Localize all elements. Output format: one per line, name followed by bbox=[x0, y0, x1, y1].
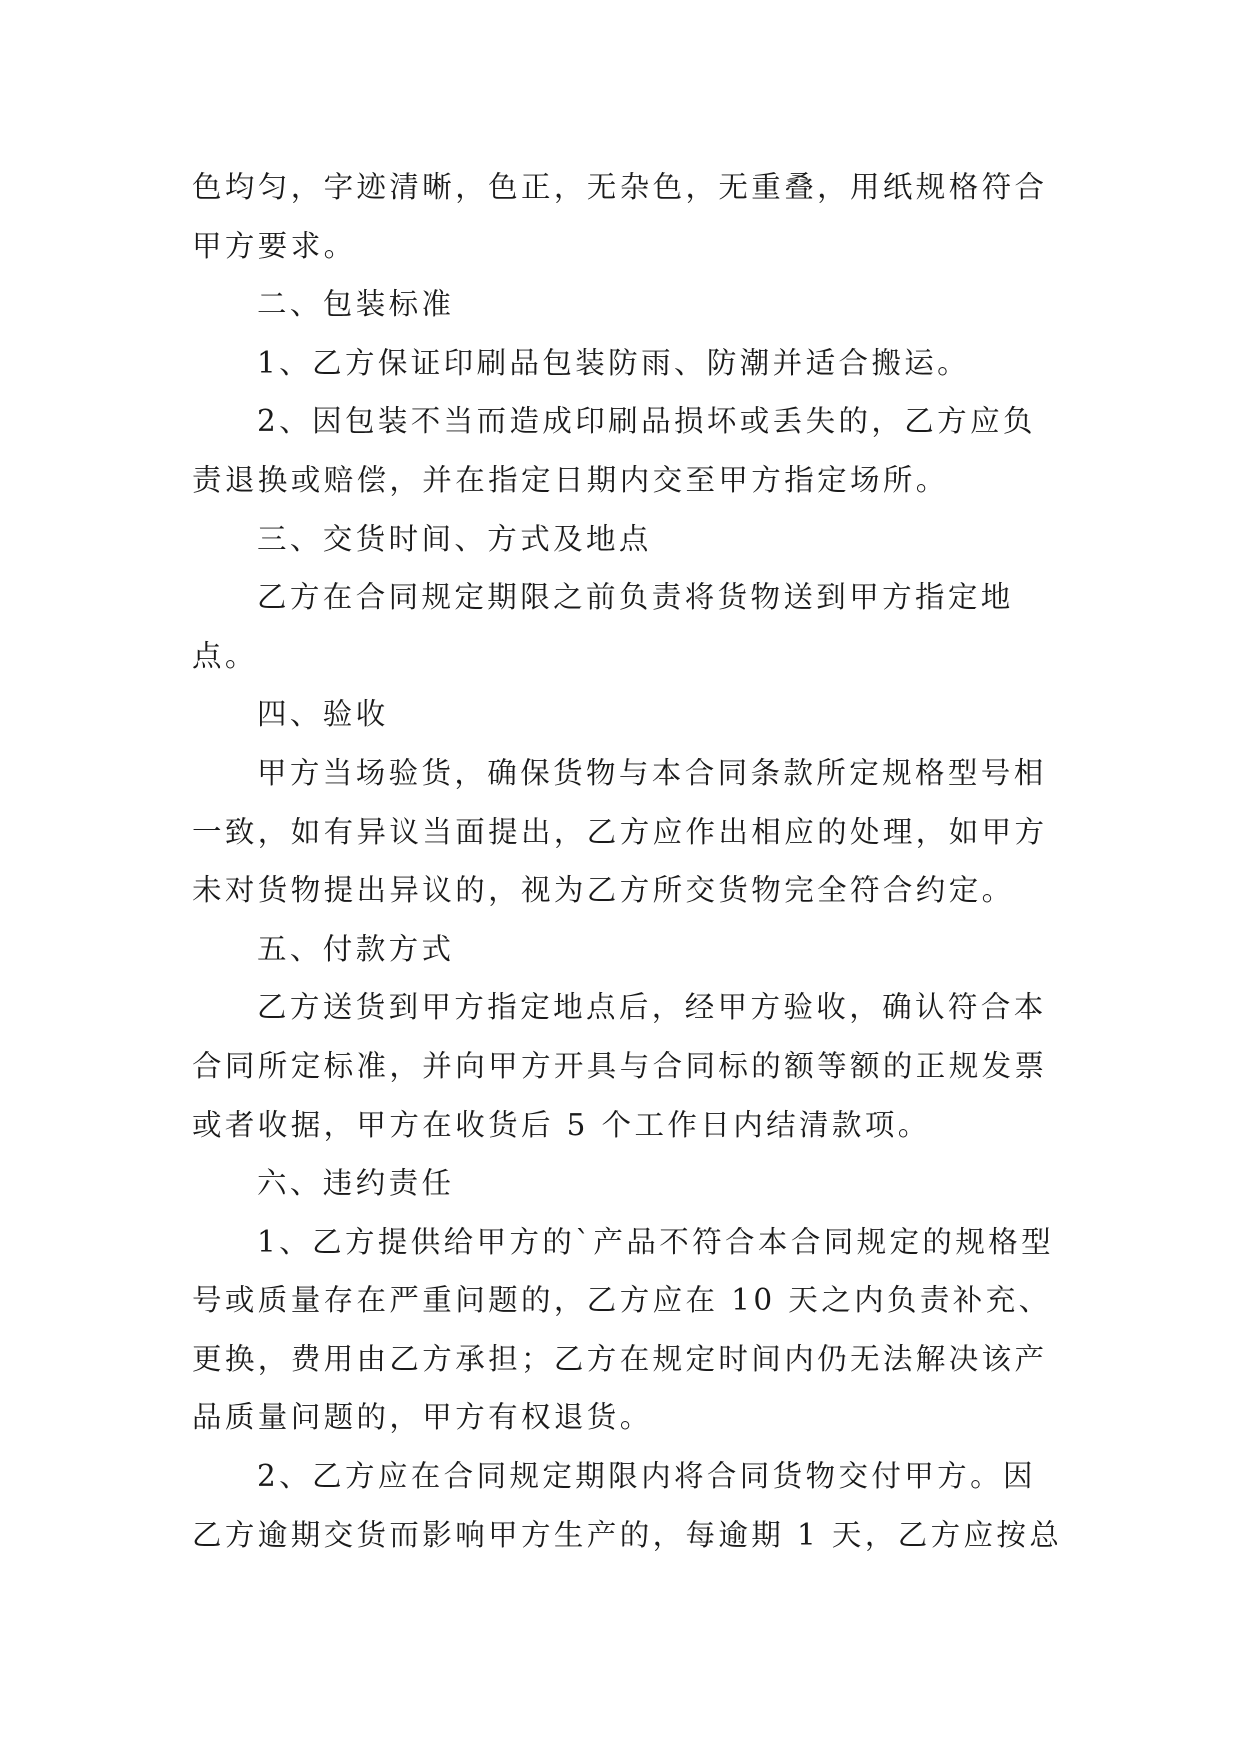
section-heading: 六、违约责任 bbox=[257, 1166, 455, 1201]
text-line: 号或质量存在严重问题的，乙方应在 10 天之内负责补充、 bbox=[192, 1283, 1052, 1318]
text-line: 更换，费用由乙方承担；乙方在规定时间内仍无法解决该产 bbox=[192, 1341, 1048, 1376]
text-line: 点。 bbox=[192, 638, 258, 673]
text-line: 乙方逾期交货而影响甲方生产的，每逾期 1 天，乙方应按总 bbox=[192, 1517, 1063, 1552]
section-heading: 四、验收 bbox=[257, 697, 389, 732]
text-line: 甲方要求。 bbox=[192, 228, 357, 263]
text-line: 色均匀，字迹清晰，色正，无杂色，无重叠，用纸规格符合 bbox=[192, 170, 1048, 204]
text-line: 未对货物提出异议的，视为乙方所交货物完全符合约定。 bbox=[192, 873, 1015, 908]
text-line: 2、乙方应在合同规定期限内将合同货物交付甲方。因 bbox=[257, 1459, 1036, 1494]
text-line: 乙方送货到甲方指定地点后，经甲方验收，确认符合本 bbox=[257, 990, 1047, 1025]
text-line: 合同所定标准，并向甲方开具与合同标的额等额的正规发票 bbox=[192, 1048, 1048, 1083]
text-line: 1、乙方提供给甲方的`产品不符合本合同规定的规格型 bbox=[257, 1224, 1055, 1259]
text-line: 一致，如有异议当面提出，乙方应作出相应的处理，如甲方 bbox=[192, 814, 1048, 849]
section-heading: 二、包装标准 bbox=[257, 287, 455, 322]
section-heading: 三、交货时间、方式及地点 bbox=[257, 521, 652, 556]
text-line: 品质量问题的，甲方有权退货。 bbox=[192, 1400, 653, 1435]
text-line: 1、乙方保证印刷品包装防雨、防潮并适合搬运。 bbox=[257, 345, 971, 380]
text-line: 责退换或赔偿，并在指定日期内交至甲方指定场所。 bbox=[192, 462, 949, 497]
document-page bbox=[192, 158, 1063, 1564]
section-heading: 五、付款方式 bbox=[257, 931, 455, 966]
text-line: 甲方当场验货，确保货物与本合同条款所定规格型号相 bbox=[257, 755, 1047, 790]
text-line: 乙方在合同规定期限之前负责将货物送到甲方指定地 bbox=[257, 580, 1014, 615]
text-line: 或者收据，甲方在收货后 5 个工作日内结清款项。 bbox=[192, 1107, 931, 1142]
text-line: 2、因包装不当而造成印刷品损坏或丢失的，乙方应负 bbox=[257, 404, 1036, 439]
